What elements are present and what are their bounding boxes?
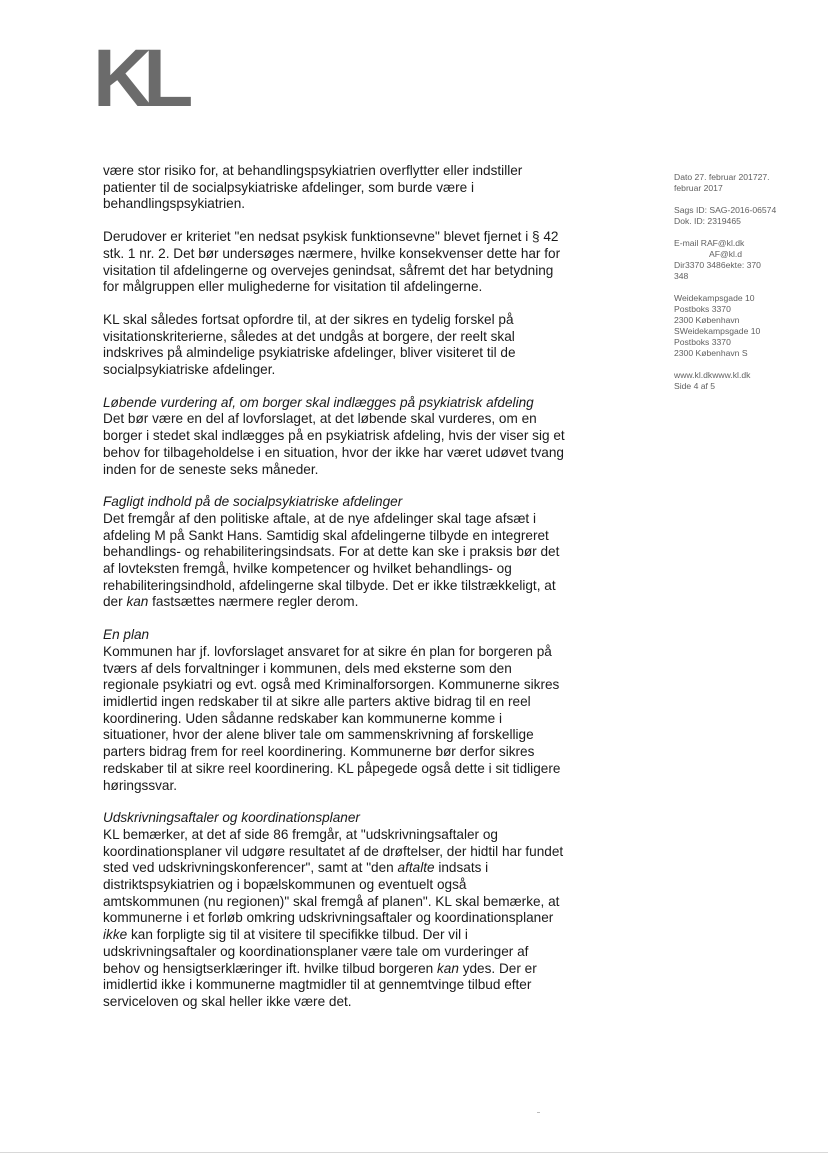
paragraph: KL skal således fortsat opfordre til, at der sikres en tydelig forskel på visitationskriterierne, således at det undgås at borgere, der reelt skal indskrives på almindelige psykiatriske afdelinger, bliver visiteret til de socialpsykiatriske afdelinger. [103, 311, 516, 378]
paragraph: Kommunen har jf. lovforslaget ansvaret for at sikre én plan for borgeren på tværs af dels forvaltninger i kommunen, dels med eksterne som den regionale psykiatri og evt. også med Kriminalforsorgen. Kommunerne sikres imidlertid ingen redskaber til at sikre alle parters aktive bidrag til en reel koordinering. Uden sådanne redskaber kan kommunerne komme i situationer, hvor der alene bliver tale om sammenskrivning af forskellige parters bidrag frem for reel koordinering. Kommunerne bør derfor sikres redskaber til at sikre reel koordinering. KL påpegede også dette i sit tidligere høringssvar. [103, 643, 561, 793]
paragraph [103, 511, 565, 611]
case-id: Sags ID: SAG-2016-06574 [674, 205, 777, 215]
case-block [674, 205, 794, 227]
address-line: SWeidekampsgade 10 [674, 326, 761, 336]
paragraph: Det bør være en del af lovforslaget, at det løbende skal vurderes, om en borger i stedet skal indlægges på en psykiatrisk afdeling, hvis der viser sig et behov for tilbageholdelse i en situation, hvor der ikke har været udøvet tvang inden for de seneste seks måneder. [103, 411, 565, 477]
text-run: KL bemærker, at det af side 86 fremgår, at "udskrivningsaftaler og koordinationsplaner vil udgøre resultatet af de drøftelser, der hidtil har fundet sted ved udskrivningskonferencer", samt at "den [103, 826, 564, 876]
web-block [674, 370, 794, 392]
text-run: ydes. Der er imidlertid ikke i kommunerne magtmidler til at gennemtvinge tilbud efter serviceloven og skal heller ikke være det. [103, 960, 537, 1009]
text-run: Det fremgår af den politiske aftale, at de nye afdelinger skal tage afsæt i afdeling M på Sankt Hans. Samtidig skal afdelingerne tilbyde en integreret behandlings- og rehabiliteringsindsats. For at dette kan ske i praksis bør det af lovteksten fremgå, hvilke kompetencer og hvilket behandlings- og rehabiliteringsindhold, afdelingerne skal tilbyde. Det er ikke tilstrækkeligt, at der [103, 510, 560, 610]
document-id: Dok. ID: 2319465 [674, 216, 741, 226]
emphasis: kan [126, 594, 149, 610]
letter-body [103, 163, 565, 1027]
email-line: E-mail RAF@kl.dk [674, 238, 745, 248]
paragraph: være stor risiko for, at behandlingspsykiatrien overflytter eller indstiller patienter til de socialpsykiatriske afdelinger, som burde være i behandlingspsykiatrien. [103, 163, 523, 212]
text-run: indsats i distriktspsykiatrien og i bopælskommunen og eventuelt også amtskommunen (nu regionen)" skal fremgå af planen". KL skal bemærke, at kommunerne i et forløb omkring udskrivningsaftaler og koordinationsplaner [103, 860, 560, 926]
section-heading: Fagligt indhold på de socialpsykiatriske afdelinger [103, 494, 403, 510]
address-line: Postboks 3370 [674, 337, 731, 347]
emphasis: ikke [103, 927, 128, 943]
section-heading: Udskrivningsaftaler og koordinationsplaner [103, 810, 360, 826]
website-link[interactable]: www.kl.dkwww.kl.dk [674, 370, 751, 380]
direct-phone: 348 [674, 271, 689, 281]
section-heading: Løbende vurdering af, om borger skal indlægges på psykiatrisk afdeling [103, 394, 534, 410]
contact-block [674, 238, 794, 282]
scan-speck [537, 1112, 540, 1113]
date-line: februar 2017 [674, 183, 723, 193]
text-run: fastsættes nærmere regler derom. [148, 594, 359, 610]
emphasis: kan [437, 960, 459, 976]
address-block [674, 293, 794, 359]
direct-phone: Dir3370 3486ekte: 370 [674, 260, 761, 270]
date-block [674, 172, 794, 194]
emphasis: aftalte [397, 860, 435, 876]
address-line: 2300 København [674, 315, 740, 325]
page-bottom-edge [0, 1152, 828, 1153]
text-run: kan forpligte sig til at visitere til specifikke tilbud. Der vil i udskrivningsaftaler og koordinationsplaner være tale om vurderinger af behov og hensigtserklæringer ift. hvilke tilbud borgeren [103, 927, 529, 976]
paragraph: Derudover er kriteriet "en nedsat psykisk funktionsevne" blevet fjernet i § 42 stk. 1 nr. 2. Det bør undersøges nærmere, hvilke konsekvenser dette har for visitation til afdelingerne og overvejes genindsat, såfremt det har betydning for målgruppen eller mulighederne for visitation til afdelingerne. [103, 229, 561, 295]
section-heading: En plan [103, 627, 150, 643]
page-number: Side 4 af 5 [674, 381, 716, 391]
address-line: Weidekampsgade 10 [674, 293, 755, 303]
email-line: AF@kl.d [709, 249, 743, 259]
date-line: Dato 27. februar 201727. [674, 172, 770, 182]
address-line: 2300 København S [674, 348, 748, 358]
kl-logo: KL [93, 33, 185, 124]
letter-metadata [674, 172, 794, 403]
paragraph [103, 827, 565, 1011]
address-line: Postboks 3370 [674, 304, 731, 314]
